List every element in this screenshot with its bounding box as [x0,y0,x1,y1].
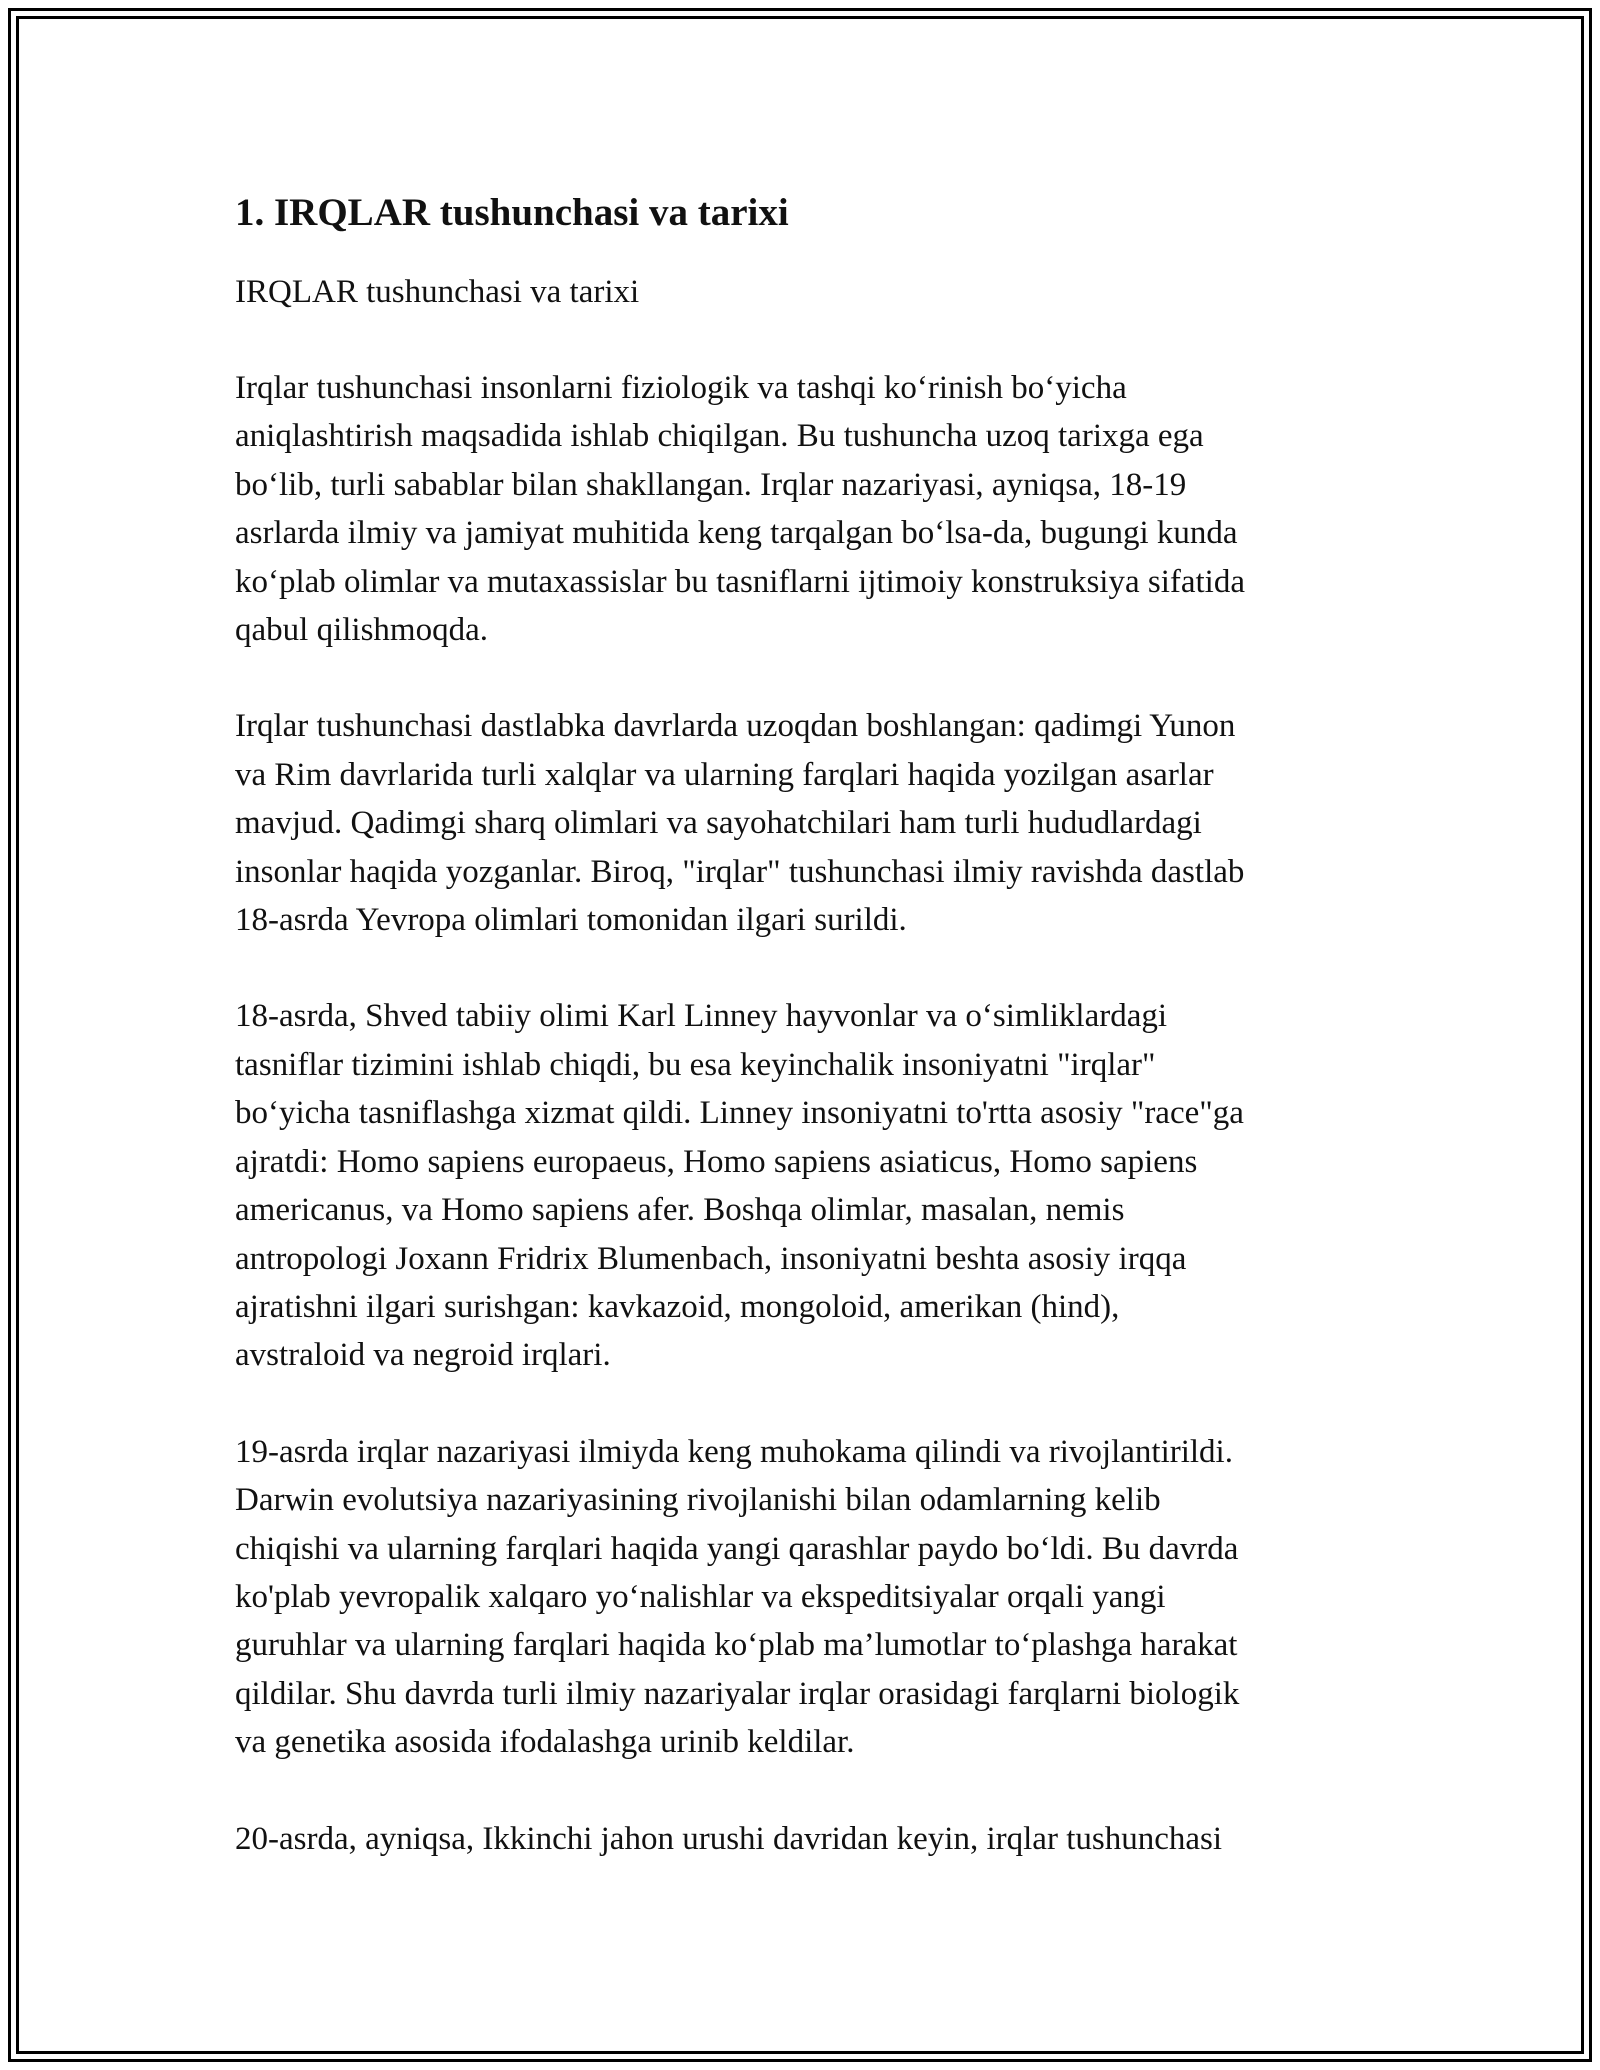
text-line: ko‘plab olimlar va mutaxassislar bu tasniflarni ijtimoiy konstruksiya sifatida [235,563,1245,600]
paragraph [235,702,1375,944]
text-line: antropologi Joxann Fridrix Blumenbach, insoniyatni beshta asosiy irqqa [235,1240,1187,1277]
text-line: mavjud. Qadimgi sharq olimlari va sayohatchilari ham turli hududlardagi [235,805,1202,842]
text-line: 19-asrda irqlar nazariyasi ilmiyda keng muhokama qilindi va rivojlantirildi. [235,1433,1233,1470]
text-line: asrlarda ilmiy va jamiyat muhitida keng tarqalgan bo‘lsa-da, bugungi kunda [235,515,1238,552]
text-line: 20-asrda, ayniqsa, Ikkinchi jahon urushi davridan keyin, irqlar tushunchasi [235,1820,1223,1857]
text-line: bo‘lib, turli sabablar bilan shakllangan. Irqlar nazariyasi, ayniqsa, 18-19 [235,466,1187,503]
text-line: aniqlashtirish maqsadida ishlab chiqilgan. Bu tushuncha uzoq tarixga ega [235,418,1204,455]
text-line: 18-asrda, Shved tabiiy olimi Karl Linney hayvonlar va o‘simliklardagi [235,998,1168,1035]
text-line: chiqishi va ularning farqlari haqida yangi qarashlar paydo bo‘ldi. Bu davrda [235,1530,1239,1567]
text-line: tasniflar tizimini ishlab chiqdi, bu esa keyinchalik insoniyatni "irqlar" [235,1046,1156,1083]
text-line: insonlar haqida yozganlar. Biroq, "irqlar" tushunchasi ilmiy ravishda dastlab [235,853,1245,890]
text-line: va genetika asosida ifodalashga urinib keldilar. [235,1724,855,1761]
section-subtitle: IRQLAR tushunchasi va tarixi [235,274,640,310]
text-line: bo‘yicha tasniflashga xizmat qildi. Linney insoniyatni to'rtta asosiy "race"ga [235,1095,1244,1132]
text-line: ajratdi: Homo sapiens europaeus, Homo sapiens asiaticus, Homo sapiens [235,1143,1198,1180]
paragraph [235,364,1375,654]
text-line: Darwin evolutsiya nazariyasining rivojlanishi bilan odamlarning kelib [235,1482,1161,1519]
text-line: ajratishni ilgari surishgan: kavkazoid, mongoloid, amerikan (hind), [235,1288,1120,1325]
section-heading: 1. IRQLAR tushunchasi va tarixi [235,191,789,234]
document-body [235,188,1375,1863]
text-line: qildilar. Shu davrda turli ilmiy nazariyalar irqlar orasidagi farqlarni biologik [235,1675,1240,1712]
paragraph [235,992,1375,1379]
text-line: 18-asrda Yevropa olimlari tomonidan ilgari surildi. [235,902,907,939]
text-line: guruhlar va ularning farqlari haqida ko‘plab ma’lumotlar to‘plashga harakat [235,1627,1238,1664]
text-line: qabul qilishmoqda. [235,612,488,649]
text-line: ko'plab yevropalik xalqaro yo‘nalishlar va ekspeditsiyalar orqali yangi [235,1578,1166,1615]
paragraph [235,1428,1375,1767]
paragraph [235,1815,1375,1863]
paragraph-list [235,364,1375,1863]
text-line: va Rim davrlarida turli xalqlar va ularning farqlari haqida yozilgan asarlar [235,756,1214,793]
text-line: Irqlar tushunchasi insonlarni fiziologik va tashqi ko‘rinish bo‘yicha [235,370,1127,406]
text-line: avstraloid va negroid irqlari. [235,1337,611,1374]
text-line: Irqlar tushunchasi dastlabka davrlarda uzoqdan boshlangan: qadimgi Yunon [235,708,1236,745]
text-line: americanus, va Homo sapiens afer. Boshqa olimlar, masalan, nemis [235,1192,1125,1229]
